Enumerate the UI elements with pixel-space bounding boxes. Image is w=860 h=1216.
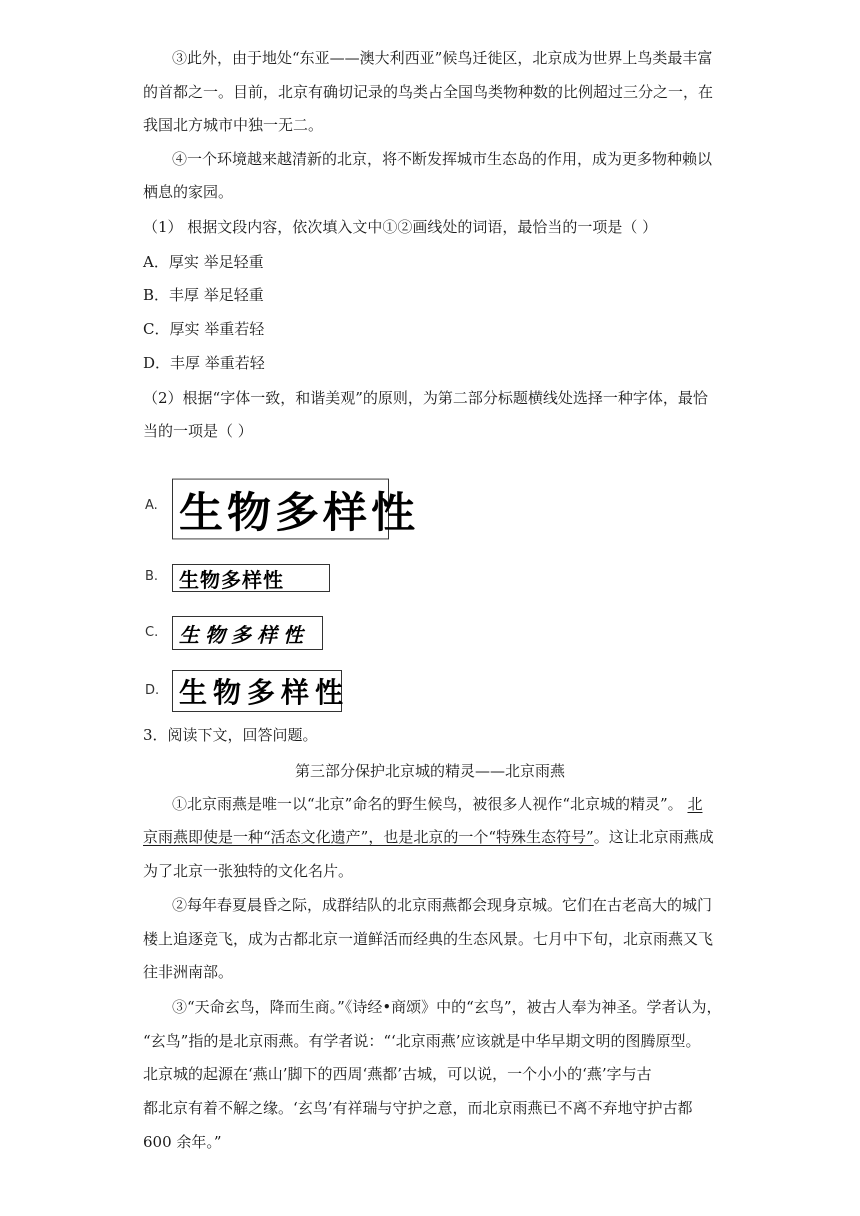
question-2-stem-line1: （2）根据“字体一致，和谐美观”的原则，为第二部分标题横线处选择一种字体，最恰 [143, 389, 708, 407]
q2-option-a-seal-script[interactable]: 生物多样性 [172, 479, 389, 540]
q3-p3-line5: 600 余年。” [143, 1133, 222, 1151]
q3-p3-line4: 都北京有着不解之缘。‘玄鸟’有祥瑞与守护之意，而北京雨燕已不离不弃地守护古都 [143, 1099, 693, 1117]
para3-line2: 的首都之一。目前，北京有确切记录的鸟类占全国鸟类物种数的比例超过三分之一，在 [143, 83, 714, 101]
q3-p2-line1: ②每年春夏晨昏之际，成群结队的北京雨燕都会现身京城。它们在古老高大的城门 [172, 896, 713, 914]
para3-line3: 我国北方城市中独一无二。 [143, 116, 324, 134]
para4-line1: ④一个环境越来越清新的北京，将不断发挥城市生态岛的作用，成为更多物种赖以 [172, 150, 713, 168]
section-title: 第三部分保护北京城的精灵——北京雨燕 [294, 762, 565, 780]
q3-p2-line3: 往非洲南部。 [143, 963, 234, 981]
q3-p3-line3: 北京城的起源在‘燕山’脚下的西周‘燕都’古城，可以说，一个小小的‘燕’字与古 [143, 1065, 652, 1083]
q3-p2-line2: 楼上追逐竞飞，成为古都北京一道鲜活而经典的生态风景。七月中下旬，北京雨燕又飞 [143, 930, 714, 948]
q1-option-a[interactable]: A．厚实 举足轻重 [143, 253, 264, 271]
question-1-stem: （1） 根据文段内容，依次填入文中①②画线处的词语，最恰当的一项是（ ） [143, 218, 658, 236]
q3-p1-line2 [143, 829, 714, 846]
para4-line2: 栖息的家园。 [143, 183, 234, 201]
q2-option-d-song-font[interactable]: 生物多样性 [172, 670, 342, 712]
para3-line1: ③此外，由于地处“东亚——澳大利西亚”候鸟迁徙区，北京成为世界上鸟类最丰富 [172, 49, 713, 67]
q3-p1-line1 [172, 796, 702, 813]
q1-option-c[interactable]: C．厚实 举重若轻 [143, 320, 265, 338]
q2-letter-a[interactable]: A. [145, 498, 158, 513]
q1-option-b[interactable]: B．丰厚 举足轻重 [143, 286, 264, 304]
q3-p3-line2: “玄鸟”指的是北京雨燕。有学者说：“‘北京雨燕’应该就是中华早期文明的图腾原型。 [143, 1032, 701, 1050]
q3-p3-line1: ③“天命玄鸟，降而生商。”《诗经•商颂》中的“玄鸟”，被古人奉为神圣。学者认为， [172, 998, 722, 1016]
q2-option-b-bold-font[interactable]: 生物多样性 [172, 564, 330, 592]
q2-letter-d[interactable]: D. [145, 683, 160, 698]
q2-option-c-script-font[interactable]: 生物多样性 [172, 616, 323, 650]
question-3-intro: 3．阅读下文，回答问题。 [143, 726, 318, 744]
question-2-stem-line2: 当的一项是（ ） [143, 422, 253, 440]
q3-p1-line2-rest: 。这让北京雨燕成 [593, 828, 714, 846]
q1-option-d[interactable]: D．丰厚 举重若轻 [143, 354, 265, 372]
q3-p1-line1-text: ①北京雨燕是唯一以“北京”命名的野生候鸟，被很多人视作“北京城的精灵”。 [172, 795, 683, 813]
q2-letter-b[interactable]: B. [145, 569, 159, 584]
q2-letter-c[interactable]: C. [145, 625, 159, 640]
q3-p1-underlined-start: 北 [687, 795, 703, 813]
q3-p1-underlined-sentence: 京雨燕即使是一种“活态文化遗产”，也是北京的一个“特殊生态符号” [143, 828, 594, 846]
q3-p1-line3: 为了北京一张独特的文化名片。 [143, 862, 354, 880]
